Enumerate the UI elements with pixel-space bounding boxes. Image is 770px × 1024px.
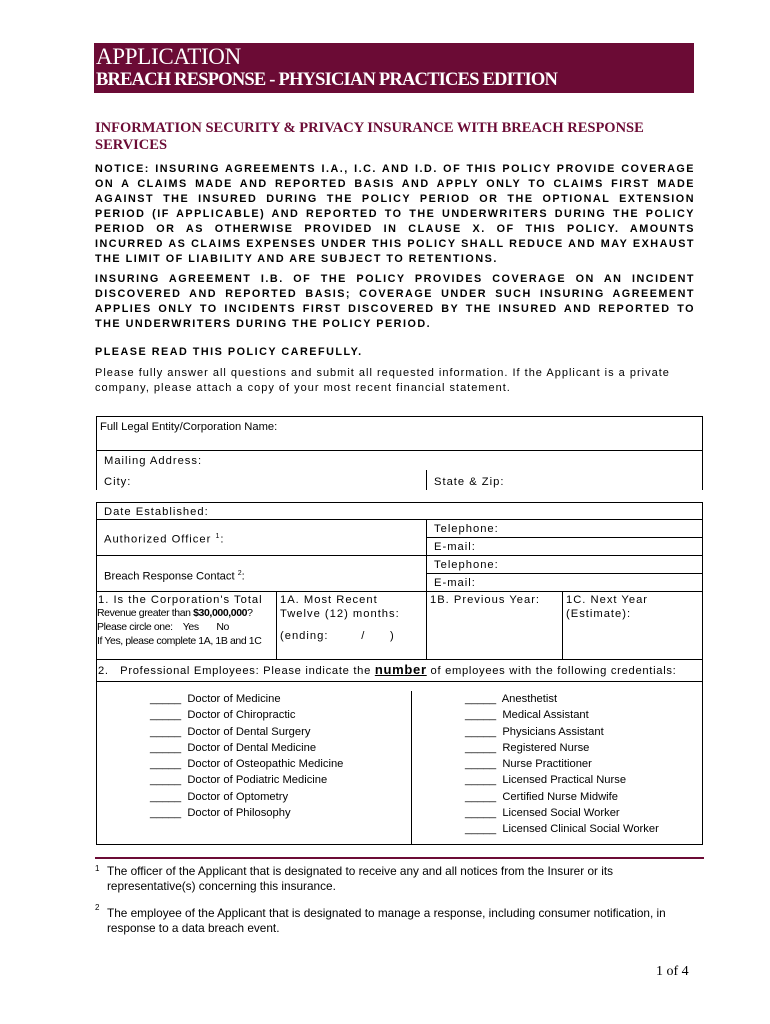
list-item: _____ Anesthetist [465, 693, 558, 705]
contact-telephone-label: Telephone: [434, 559, 499, 571]
table-border [562, 591, 563, 659]
list-item: _____ Doctor of Dental Surgery [150, 725, 311, 738]
q1a-ending: (ending: / ) [280, 630, 395, 642]
q1a-label: 1A. Most Recent Twelve (12) months: [280, 594, 400, 620]
table-border [702, 502, 703, 845]
table-border [426, 573, 703, 574]
title-banner [94, 43, 694, 93]
page-subtitle: BREACH RESPONSE - PHYSICIAN PRACTICES EDITION [96, 70, 558, 90]
list-item: _____ Registered Nurse [465, 741, 590, 754]
table-border [96, 844, 703, 845]
q1-label: 1. Is the Corporation's Total [98, 594, 263, 606]
list-item: _____ Doctor of Optometry [150, 790, 289, 803]
list-item: _____ Doctor of Philosophy [150, 807, 291, 820]
q1-revenue-text: Revenue greater than [97, 607, 191, 619]
table-border [96, 591, 703, 592]
notice-incident-discovered: INSURING AGREEMENT I.B. OF THE POLICY PROVIDES COVERAGE ON AN INCIDENT DISCOVERED AND REPORTED BASIS; COVERAGE UNDER SUCH INSURING AGREEMENT APPLIES ONLY TO INCIDENTS FIRST DISCOVERED BY THE INSURED AND REPORTED TO THE UNDERWRITERS DURING THE POLICY PERIOD. [95, 273, 695, 330]
contact-email-label: E-mail: [434, 577, 476, 589]
list-item: _____ Licensed Clinical Social Worker [465, 823, 659, 836]
list-item: _____ Doctor of Podiatric Medicine [150, 774, 328, 787]
employees-right-list [465, 691, 659, 838]
table-border [426, 470, 427, 490]
list-item: _____ Doctor of Chiropractic [150, 709, 296, 722]
list-item: _____ Doctor of Medicine [150, 693, 281, 705]
q1b-label: 1B. Previous Year: [430, 594, 541, 606]
authorized-officer-text: Authorized Officer [104, 533, 212, 546]
list-item: _____ Certified Nurse Midwife [465, 790, 618, 803]
footnote-ref-1: 1 [215, 533, 221, 540]
q1c-label: 1C. Next Year (Estimate): [566, 594, 649, 620]
footnote-ref-2: 2 [237, 570, 242, 577]
page-number: 1 of 4 [656, 964, 689, 979]
table-border [426, 537, 703, 538]
q2-prefix: 2. Professional Employees: Please indicate the [98, 665, 372, 677]
authorized-officer-label: Authorized Officer $^1$: [104, 533, 225, 546]
list-item: _____ Doctor of Osteopathic Medicine [150, 758, 344, 771]
page-title: APPLICATION [96, 44, 241, 69]
footnote-1-number: 1 [95, 864, 100, 873]
officer-telephone-label: Telephone: [434, 523, 499, 535]
footnote-1-text: The officer of the Applicant that is designated to receive any and all notices from the Insurer or its representative(s) concerning this insurance. [107, 864, 614, 893]
instructions-text: Please fully answer all questions and submit all requested information. If the Applicant is a private company, please attach a copy of your most recent financial statement. [95, 367, 670, 394]
section-title: INFORMATION SECURITY & PRIVACY INSURANCE WITH BREACH RESPONSE SERVICES [95, 120, 644, 153]
table-border [96, 502, 703, 503]
breach-contact-label: Breach Response Contact $^2$: [104, 570, 245, 583]
city-label: City: [104, 476, 132, 488]
q1-circle-line [97, 620, 229, 634]
table-border [96, 519, 703, 520]
q1-no-option[interactable]: No [216, 621, 229, 633]
notice-claims-made: NOTICE: INSURING AGREEMENTS I.A., I.C. AND I.D. OF THIS POLICY PROVIDE COVERAGE ON A CLAIMS MADE AND REPORTED BASIS AND APPLY ONLY TO CLAIMS FIRST MADE AGAINST THE INSURED DURING THE POLICY PERIOD OR THE OPTIONAL EXTENSION PERIOD (IF APPLICABLE) AND REPORTED TO THE UNDERWRITERS DURING THE POLICY PERIOD OR AS OTHERWISE PROVIDED IN CLAUSE X. OF THIS POLICY. AMOUNTS INCURRED AS CLAIMS EXPENSES UNDER THIS POLICY SHALL REDUCE AND MAY EXHAUST THE LIMIT OF LIABILITY AND ARE SUBJECT TO RETENTIONS. [95, 163, 695, 265]
table-border [276, 591, 277, 659]
q1-yes-option[interactable]: Yes [182, 621, 199, 633]
column-divider [411, 691, 412, 844]
employees-left-list [150, 691, 343, 821]
table-border [96, 502, 97, 845]
q1-revenue-amount: $30,000,000 [193, 607, 248, 619]
q2-label [98, 663, 677, 678]
q2-suffix: of employees with the following credentials: [430, 665, 677, 677]
date-established-label: Date Established: [104, 506, 209, 518]
table-border [96, 416, 703, 417]
list-item: _____ Medical Assistant [465, 709, 589, 722]
q1-instruction: If Yes, please complete 1A, 1B and 1C [97, 635, 262, 647]
officer-email-label: E-mail: [434, 541, 476, 553]
list-item: _____ Doctor of Dental Medicine [150, 741, 317, 754]
q1-circle-text: Please circle one: [97, 621, 173, 633]
table-border [96, 659, 703, 660]
list-item: _____ Physicians Assistant [465, 725, 604, 738]
table-border [426, 519, 427, 659]
breach-contact-text: Breach Response Contact [104, 570, 235, 583]
footnote-separator [95, 857, 704, 859]
list-item: _____ Licensed Social Worker [465, 807, 620, 820]
read-carefully-notice: PLEASE READ THIS POLICY CAREFULLY. [95, 346, 363, 358]
legal-name-label: Full Legal Entity/Corporation Name: [100, 421, 278, 433]
q1-revenue: Revenue greater than $30,000,000? [97, 607, 253, 619]
footnote-2-number: 2 [95, 903, 100, 912]
list-item: _____ Nurse Practitioner [465, 758, 592, 771]
list-item: _____ Licensed Practical Nurse [465, 774, 627, 787]
table-border [96, 555, 703, 556]
mailing-address-label: Mailing Address: [104, 455, 203, 467]
table-border [96, 470, 97, 490]
table-border [96, 681, 703, 682]
footnote-2-text: The employee of the Applicant that is designated to manage a response, including consumer notification, in response to a data breach event. [107, 906, 666, 935]
table-border [96, 450, 703, 451]
q2-emphasis: number [374, 662, 427, 677]
table-border [702, 416, 703, 490]
state-zip-label: State & Zip: [434, 476, 505, 488]
